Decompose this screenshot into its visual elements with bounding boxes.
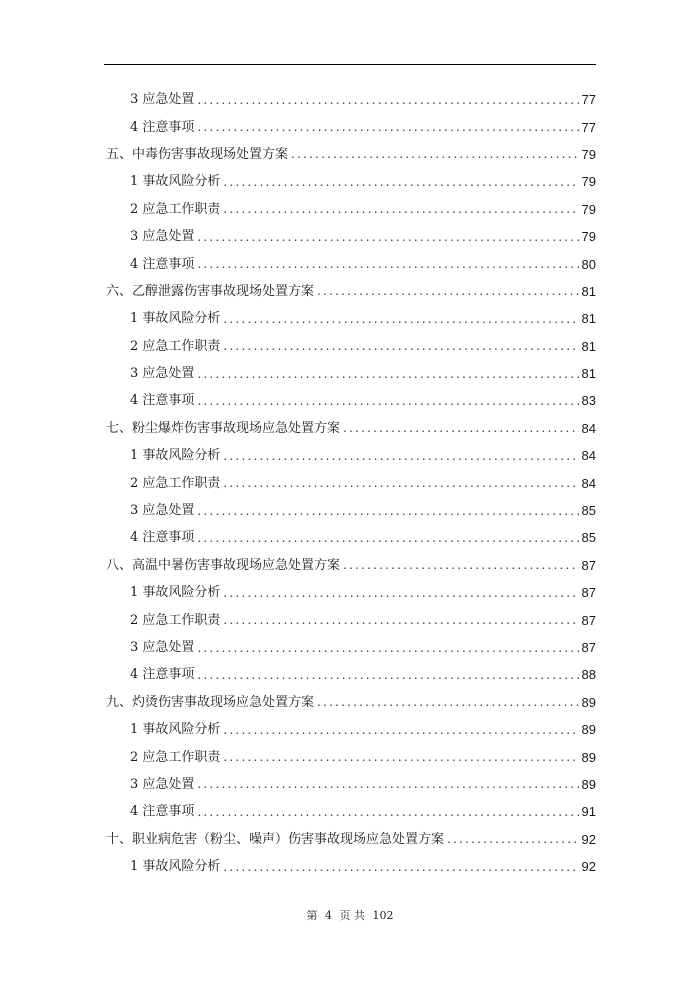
toc-section-entry[interactable] (106, 689, 596, 716)
toc-entry-label: 3 应急处置 (130, 229, 195, 245)
toc-entry-page-number: 85 (581, 530, 596, 546)
toc-entry-label: 1 事故风险分析 (130, 174, 221, 190)
toc-dot-leader (223, 176, 578, 188)
toc-entry-label: 3 应急处置 (130, 366, 195, 382)
toc-subsection-entry[interactable] (106, 853, 596, 880)
toc-entry-label: 4 注意事项 (130, 804, 195, 820)
toc-entry-page-number: 81 (581, 338, 596, 354)
toc-entry-page-number: 83 (581, 393, 596, 409)
toc-entry-label: 1 事故风险分析 (130, 311, 221, 327)
toc-dot-leader (223, 861, 578, 873)
toc-entry-label: 4 注意事项 (130, 256, 195, 272)
toc-subsection-entry[interactable] (106, 223, 596, 250)
toc-subsection-entry[interactable] (106, 579, 596, 606)
toc-dot-leader (223, 340, 578, 352)
toc-entry-page-number: 91 (581, 804, 596, 820)
toc-subsection-entry[interactable] (106, 168, 596, 195)
toc-subsection-entry[interactable] (106, 497, 596, 524)
toc-dot-leader (197, 505, 578, 517)
toc-entry-page-number: 79 (581, 201, 596, 217)
toc-entry-label: 4 注意事项 (130, 119, 195, 135)
toc-dot-leader (343, 422, 579, 434)
toc-subsection-entry[interactable] (106, 196, 596, 223)
toc-dot-leader (223, 477, 578, 489)
toc-section-entry[interactable] (106, 141, 596, 168)
footer-middle: 页 共 (339, 909, 365, 922)
toc-entry-label: 2 应急工作职责 (130, 749, 221, 765)
toc-dot-leader (223, 450, 578, 462)
toc-subsection-entry[interactable] (106, 606, 596, 633)
toc-entry-page-number: 79 (581, 174, 596, 190)
toc-section-entry[interactable] (106, 552, 596, 579)
toc-entry-page-number: 81 (581, 366, 596, 382)
toc-entry-label: 2 应急工作职责 (130, 475, 221, 491)
footer-prefix: 第 (306, 909, 318, 922)
toc-entry-label: 3 应急处置 (130, 92, 195, 108)
toc-dot-leader (223, 614, 578, 626)
toc-subsection-entry[interactable] (106, 634, 596, 661)
toc-section-entry[interactable] (106, 415, 596, 442)
toc-dot-leader (197, 395, 578, 407)
toc-section-entry[interactable] (106, 278, 596, 305)
toc-entry-label: 1 事故风险分析 (130, 448, 221, 464)
toc-subsection-entry[interactable] (106, 387, 596, 414)
toc-dot-leader (197, 778, 578, 790)
toc-entry-label: 3 应急处置 (130, 503, 195, 519)
toc-subsection-entry[interactable] (106, 716, 596, 743)
toc-dot-leader (343, 559, 579, 571)
toc-subsection-entry[interactable] (106, 113, 596, 140)
toc-entry-label: 1 事故风险分析 (130, 722, 221, 738)
toc-entry-label: 2 应急工作职责 (130, 201, 221, 217)
toc-subsection-entry[interactable] (106, 524, 596, 551)
toc-subsection-entry[interactable] (106, 469, 596, 496)
page-footer (0, 907, 700, 923)
toc-entry-page-number: 87 (581, 640, 596, 655)
header-rule (104, 64, 596, 65)
toc-entry-page-number: 81 (581, 311, 596, 327)
toc-subsection-entry[interactable] (106, 442, 596, 469)
toc-dot-leader (197, 231, 578, 243)
toc-entry-page-number: 89 (581, 722, 596, 738)
toc-entry-page-number: 77 (581, 119, 596, 135)
toc-entry-label: 2 应急工作职责 (130, 338, 221, 354)
toc-dot-leader (223, 751, 578, 763)
toc-dot-leader (223, 724, 578, 736)
toc-entry-label: 4 注意事项 (130, 530, 195, 546)
toc-dot-leader (197, 669, 578, 681)
toc-entry-page-number: 77 (581, 92, 596, 108)
toc-entry-label: 4 注意事项 (130, 393, 195, 409)
toc-entry-page-number: 84 (581, 420, 596, 436)
toc-entry-label: 五、中毒伤害事故现场处置方案 (106, 146, 289, 162)
toc-entry-page-number: 81 (581, 283, 596, 299)
toc-entry-page-number: 85 (581, 503, 596, 519)
toc-section-entry[interactable] (106, 826, 596, 853)
toc-subsection-entry[interactable] (106, 86, 596, 113)
toc-dot-leader (197, 368, 578, 380)
footer-current-page: 4 (325, 909, 332, 922)
toc-dot-leader (197, 121, 578, 133)
toc-dot-leader (317, 696, 579, 708)
toc-entry-page-number: 84 (581, 475, 596, 491)
toc-dot-leader (223, 203, 578, 215)
toc-entry-page-number: 87 (581, 557, 596, 573)
toc-entry-page-number: 89 (581, 694, 596, 710)
toc-subsection-entry[interactable] (106, 360, 596, 387)
toc-entry-page-number: 87 (581, 585, 596, 601)
toc-entry-label: 1 事故风险分析 (130, 859, 221, 875)
toc-entry-page-number: 87 (581, 612, 596, 628)
toc-entry-label: 2 应急工作职责 (130, 612, 221, 628)
toc-dot-leader (197, 806, 578, 818)
toc-subsection-entry[interactable] (106, 661, 596, 688)
toc-dot-leader (197, 94, 578, 106)
toc-entry-label: 4 注意事项 (130, 667, 195, 683)
toc-entry-label: 3 应急处置 (130, 640, 195, 655)
toc-dot-leader (317, 285, 579, 297)
toc-subsection-entry[interactable] (106, 771, 596, 798)
toc-dot-leader (197, 532, 578, 544)
toc-entry-label: 七、粉尘爆炸伤害事故现场应急处置方案 (106, 420, 341, 436)
toc-entry-page-number: 92 (581, 831, 596, 847)
toc-subsection-entry[interactable] (106, 798, 596, 825)
toc-dot-leader (447, 833, 579, 845)
toc-entry-label: 十、职业病危害（粉尘、噪声）伤害事故现场应急处置方案 (106, 831, 445, 847)
toc-entry-page-number: 88 (581, 667, 596, 683)
toc-entry-page-number: 84 (581, 448, 596, 464)
toc-entry-page-number: 89 (581, 749, 596, 765)
toc-dot-leader (197, 642, 578, 654)
toc-entry-label: 六、乙醇泄露伤害事故现场处置方案 (106, 283, 315, 299)
toc-dot-leader (291, 148, 579, 160)
toc-entry-page-number: 80 (581, 256, 596, 272)
toc-entry-label: 八、高温中暑伤害事故现场应急处置方案 (106, 557, 341, 573)
toc-entry-label: 1 事故风险分析 (130, 585, 221, 601)
toc-dot-leader (197, 258, 578, 270)
toc-entry-page-number: 79 (581, 146, 596, 162)
toc-entry-page-number: 92 (581, 859, 596, 875)
table-of-contents (106, 86, 596, 880)
toc-entry-label: 九、灼烫伤害事故现场应急处置方案 (106, 694, 315, 710)
toc-subsection-entry[interactable] (106, 305, 596, 332)
toc-dot-leader (223, 587, 578, 599)
toc-subsection-entry[interactable] (106, 250, 596, 277)
toc-subsection-entry[interactable] (106, 743, 596, 770)
toc-entry-page-number: 79 (581, 229, 596, 245)
toc-entry-label: 3 应急处置 (130, 776, 195, 792)
footer-total-pages: 102 (372, 909, 394, 922)
toc-dot-leader (223, 313, 578, 325)
toc-subsection-entry[interactable] (106, 333, 596, 360)
toc-entry-page-number: 89 (581, 776, 596, 792)
